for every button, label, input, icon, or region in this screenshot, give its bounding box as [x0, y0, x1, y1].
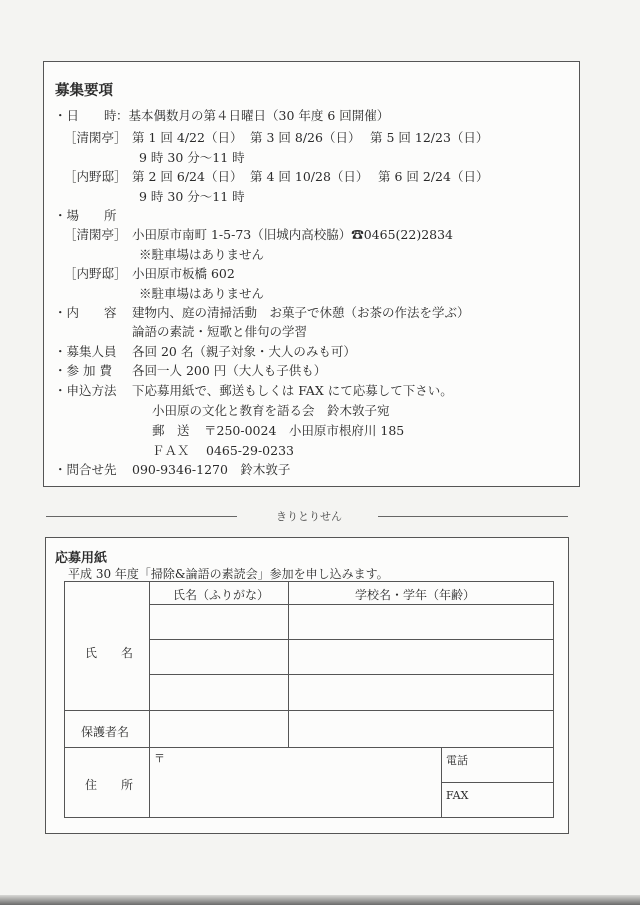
column-header-school: 学校名・学年（年齢） — [355, 588, 476, 602]
fax-input[interactable] — [442, 783, 552, 817]
contact-value: 090-9346-1270 鈴木敦子 — [132, 462, 291, 477]
apply-fax-label: ＦＡＸ — [152, 443, 190, 458]
uchinotei-date-3: 第 6 回 2/24（日） — [378, 169, 489, 184]
address-input[interactable] — [150, 748, 440, 817]
apply-mail-label: 郵 送 — [152, 423, 190, 438]
guardian-name-input[interactable] — [150, 711, 287, 746]
cut-line-label: きりとりせん — [276, 510, 342, 523]
row-label-guardian: 保護者名 — [81, 725, 130, 739]
column-header-name: 氏名（ふりがな） — [173, 588, 270, 602]
name-input-2[interactable] — [150, 640, 287, 673]
seikantei-schedule-label: ［清閑亭］ — [64, 130, 127, 145]
uchinotei-time: 9 時 30 分～11 時 — [139, 189, 245, 204]
content-line-1: 建物内、庭の清掃活動 お菓子で休憩（お茶の作法を学ぶ） — [132, 305, 470, 320]
seikantei-time: 9 時 30 分～11 時 — [139, 150, 245, 165]
place-seikantei-parking-note: ※駐車場はありません — [139, 247, 265, 262]
apply-label: ・申込方法 — [54, 383, 117, 398]
uchinotei-schedule-label: ［内野邸］ — [64, 169, 127, 184]
application-form-box — [45, 537, 569, 834]
recruitment-details-box — [43, 61, 580, 487]
page-edge-shadow — [0, 895, 640, 905]
datetime-value: ：基本偶数月の第４日曜日（30 年度 6 回開催） — [116, 108, 390, 123]
cut-line-right — [378, 516, 568, 517]
uchinotei-date-2: 第 4 回 10/28（日） — [250, 169, 369, 184]
place-label: ・場 所 — [54, 208, 117, 223]
phone-input[interactable] — [442, 748, 552, 781]
fee-value: 各回一人 200 円（大人も子供も） — [132, 363, 327, 378]
datetime-label: ・日 時 — [54, 108, 117, 123]
content-label: ・内 容 — [54, 305, 117, 320]
place-uchinotei-address: 小田原市板橋 602 — [132, 266, 235, 281]
phone-label: 電話 — [446, 754, 468, 767]
seikantei-date-3: 第 5 回 12/23（日） — [370, 130, 489, 145]
name-input-1[interactable] — [150, 605, 287, 638]
capacity-label: ・募集人員 — [54, 344, 117, 359]
row-label-address: 住 所 — [85, 778, 134, 792]
apply-value: 下応募用紙で、郵送もしくは FAX にて応募して下さい。 — [132, 383, 453, 398]
application-table — [64, 581, 554, 818]
seikantei-date-2: 第 3 回 8/26（日） — [250, 130, 361, 145]
apply-fax-value: 0465-29-0233 — [206, 443, 294, 458]
place-seikantei-label: ［清閑亭］ — [64, 227, 127, 242]
place-uchinotei-parking-note: ※駐車場はありません — [139, 286, 265, 301]
recruitment-title: 募集要項 — [55, 82, 113, 99]
apply-mail-value: 〒250-0024 小田原市根府川 185 — [204, 423, 405, 438]
content-line-2: 論語の素読・短歌と俳句の学習 — [132, 324, 308, 339]
guardian-extra-input[interactable] — [289, 711, 552, 746]
contact-label: ・問合せ先 — [54, 462, 117, 477]
place-uchinotei-label: ［内野邸］ — [64, 266, 127, 281]
postal-mark: 〒 — [154, 752, 165, 765]
place-seikantei-address: 小田原市南町 1-5-73（旧城内高校脇）☎0465(22)2834 — [132, 227, 454, 242]
name-input-3[interactable] — [150, 675, 287, 709]
school-input-2[interactable] — [289, 640, 552, 673]
apply-organization: 小田原の文化と教育を語る会 鈴木敦子宛 — [152, 403, 390, 418]
seikantei-date-1: 第 1 回 4/22（日） — [132, 130, 243, 145]
school-input-1[interactable] — [289, 605, 552, 638]
form-title: 応募用紙 — [55, 551, 108, 566]
capacity-value: 各回 20 名（親子対象・大人のみも可） — [132, 344, 356, 359]
row-label-name: 氏 名 — [85, 646, 134, 660]
fee-label: ・参 加 費 — [54, 363, 112, 378]
form-intro: 平成 30 年度「掃除&論語の素読会」参加を申し込みます。 — [68, 567, 389, 581]
uchinotei-date-1: 第 2 回 6/24（日） — [132, 169, 243, 184]
cut-line-left — [46, 516, 237, 517]
school-input-3[interactable] — [289, 675, 552, 709]
fax-label: FAX — [446, 789, 469, 802]
